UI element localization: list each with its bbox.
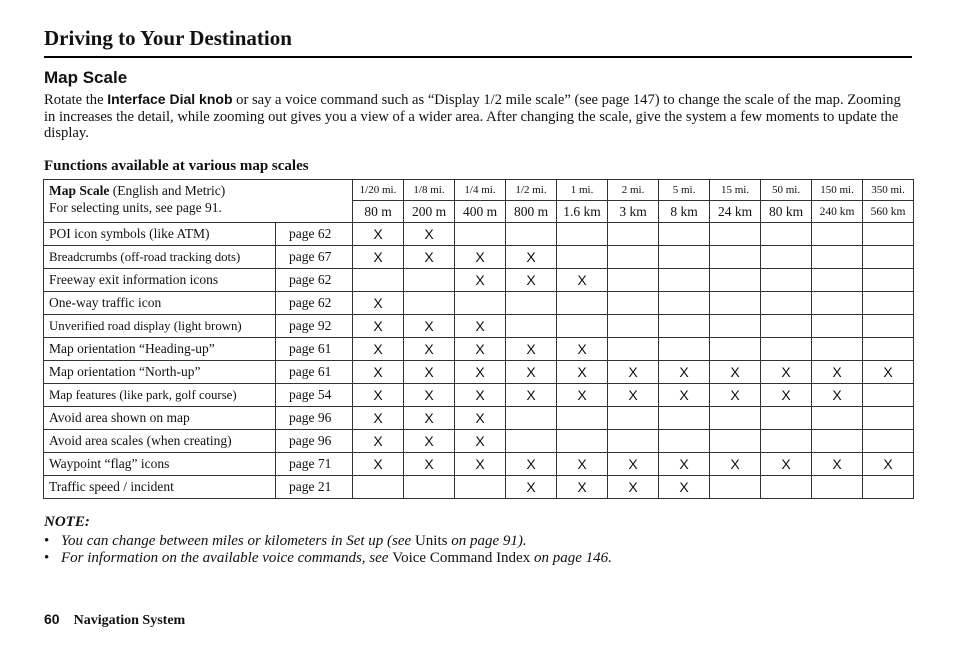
note-item (44, 533, 612, 550)
intro-paragraph (44, 91, 914, 142)
table-row (44, 315, 914, 338)
availability-mark-cell: X (404, 430, 455, 453)
page-reference-cell: page 71 (276, 453, 353, 476)
availability-mark-cell (659, 338, 710, 361)
availability-mark-cell (506, 407, 557, 430)
table-row (44, 361, 914, 384)
availability-mark-cell (608, 430, 659, 453)
table-row (44, 430, 914, 453)
availability-mark-cell: X (353, 407, 404, 430)
availability-mark-cell (608, 246, 659, 269)
availability-mark-cell (710, 430, 761, 453)
availability-mark-cell (659, 246, 710, 269)
availability-mark-cell: X (506, 384, 557, 407)
availability-mark-cell: X (557, 476, 608, 499)
page-reference-cell: page 96 (276, 430, 353, 453)
availability-mark-cell (659, 292, 710, 315)
availability-mark-cell (863, 269, 914, 292)
page-reference-cell: page 61 (276, 361, 353, 384)
availability-mark-cell: X (353, 453, 404, 476)
availability-mark-cell: X (353, 223, 404, 246)
note-list (44, 533, 612, 567)
scale-miles-cell: 1/2 mi. (506, 180, 557, 201)
availability-mark-cell: X (659, 453, 710, 476)
availability-mark-cell (659, 223, 710, 246)
availability-mark-cell: X (863, 361, 914, 384)
scale-km-cell: 24 km (710, 201, 761, 223)
availability-mark-cell: X (608, 384, 659, 407)
scale-miles-cell: 15 mi. (710, 180, 761, 201)
page-footer (44, 611, 185, 629)
availability-mark-cell (761, 430, 812, 453)
table-row (44, 223, 914, 246)
feature-name-cell: Map orientation “North-up” (44, 361, 276, 384)
bullet: • (44, 550, 50, 566)
scale-miles-cell: 1/4 mi. (455, 180, 506, 201)
availability-mark-cell: X (608, 453, 659, 476)
availability-mark-cell (353, 476, 404, 499)
feature-rows (44, 223, 914, 499)
feature-name-cell: Map orientation “Heading-up” (44, 338, 276, 361)
availability-mark-cell: X (404, 223, 455, 246)
availability-mark-cell: X (557, 338, 608, 361)
availability-mark-cell (353, 269, 404, 292)
scale-miles-cell: 50 mi. (761, 180, 812, 201)
table-row (44, 453, 914, 476)
availability-mark-cell: X (608, 361, 659, 384)
scale-miles-cell: 2 mi. (608, 180, 659, 201)
table-row (44, 292, 914, 315)
availability-mark-cell: X (404, 453, 455, 476)
table-row (44, 384, 914, 407)
note-text: You can change between miles or kilometers in Set up (see (61, 533, 415, 549)
map-scale-header-bold: Map Scale (49, 183, 110, 198)
bullet: • (44, 533, 50, 549)
availability-mark-cell (557, 292, 608, 315)
table-row (44, 407, 914, 430)
page-reference-cell: page 62 (276, 292, 353, 315)
note-text: For information on the available voice commands, see (61, 550, 393, 566)
availability-mark-cell (659, 315, 710, 338)
availability-mark-cell (404, 269, 455, 292)
availability-mark-cell: X (659, 384, 710, 407)
scale-miles-cell: 1 mi. (557, 180, 608, 201)
availability-mark-cell: X (404, 338, 455, 361)
availability-mark-cell: X (404, 384, 455, 407)
scale-km-cell: 80 km (761, 201, 812, 223)
availability-mark-cell: X (710, 453, 761, 476)
availability-mark-cell: X (455, 269, 506, 292)
availability-mark-cell (710, 292, 761, 315)
availability-mark-cell (710, 246, 761, 269)
scale-miles-cell: 1/8 mi. (404, 180, 455, 201)
note-text: on page 91). (447, 533, 527, 549)
availability-mark-cell: X (455, 430, 506, 453)
availability-mark-cell (761, 407, 812, 430)
availability-mark-cell (608, 338, 659, 361)
feature-name-cell: Map features (like park, golf course) (44, 384, 276, 407)
availability-mark-cell (404, 476, 455, 499)
availability-mark-cell (812, 223, 863, 246)
availability-mark-cell: X (353, 292, 404, 315)
page-reference-cell: page 54 (276, 384, 353, 407)
availability-mark-cell (455, 223, 506, 246)
intro-text-before: Rotate the (44, 92, 108, 108)
title-rule (44, 56, 912, 58)
availability-mark-cell: X (455, 315, 506, 338)
note-item (44, 550, 612, 567)
map-scale-header-note: For selecting units, see page 91. (49, 200, 222, 215)
availability-mark-cell (608, 292, 659, 315)
map-scale-header-cell (44, 180, 353, 223)
availability-mark-cell: X (557, 384, 608, 407)
page-reference-cell: page 61 (276, 338, 353, 361)
scale-miles-cell: 1/20 mi. (353, 180, 404, 201)
availability-mark-cell: X (455, 361, 506, 384)
availability-mark-cell (761, 223, 812, 246)
availability-mark-cell: X (812, 361, 863, 384)
availability-mark-cell: X (710, 384, 761, 407)
availability-mark-cell (506, 430, 557, 453)
availability-mark-cell (761, 476, 812, 499)
availability-mark-cell (608, 223, 659, 246)
availability-mark-cell (761, 269, 812, 292)
footer-label: Navigation System (73, 613, 186, 628)
availability-mark-cell: X (404, 361, 455, 384)
availability-mark-cell: X (761, 453, 812, 476)
availability-mark-cell (506, 315, 557, 338)
availability-mark-cell: X (659, 476, 710, 499)
scale-km-cell: 200 m (404, 201, 455, 223)
scale-miles-cell: 150 mi. (812, 180, 863, 201)
availability-mark-cell: X (557, 361, 608, 384)
feature-name-cell: One-way traffic icon (44, 292, 276, 315)
availability-mark-cell: X (353, 430, 404, 453)
availability-mark-cell (812, 430, 863, 453)
availability-mark-cell (659, 269, 710, 292)
table-row (44, 246, 914, 269)
availability-mark-cell: X (506, 269, 557, 292)
note-label: NOTE: (44, 514, 90, 530)
table-row (44, 476, 914, 499)
availability-mark-cell (812, 292, 863, 315)
feature-name-cell: Waypoint “flag” icons (44, 453, 276, 476)
availability-mark-cell (863, 407, 914, 430)
availability-mark-cell: X (455, 338, 506, 361)
note-reference: Units (414, 533, 448, 549)
scale-km-cell: 1.6 km (557, 201, 608, 223)
availability-mark-cell (812, 269, 863, 292)
availability-mark-cell (557, 315, 608, 338)
availability-mark-cell (455, 476, 506, 499)
availability-mark-cell: X (812, 384, 863, 407)
scale-km-cell: 800 m (506, 201, 557, 223)
availability-mark-cell (557, 246, 608, 269)
availability-mark-cell (863, 338, 914, 361)
availability-mark-cell (455, 292, 506, 315)
availability-mark-cell (710, 223, 761, 246)
availability-mark-cell (506, 223, 557, 246)
availability-mark-cell (761, 338, 812, 361)
availability-mark-cell (863, 476, 914, 499)
availability-mark-cell: X (659, 361, 710, 384)
availability-mark-cell (812, 246, 863, 269)
table-header-row-miles (44, 180, 914, 201)
scale-km-cell: 560 km (863, 201, 914, 223)
availability-mark-cell (863, 430, 914, 453)
availability-mark-cell (710, 338, 761, 361)
availability-mark-cell: X (557, 269, 608, 292)
availability-mark-cell (557, 223, 608, 246)
feature-name-cell: Freeway exit information icons (44, 269, 276, 292)
availability-mark-cell (608, 315, 659, 338)
availability-mark-cell: X (404, 315, 455, 338)
map-scale-table (43, 179, 914, 499)
availability-mark-cell (863, 292, 914, 315)
availability-mark-cell: X (506, 361, 557, 384)
scale-km-cell: 400 m (455, 201, 506, 223)
feature-name-cell: Breadcrumbs (off-road tracking dots) (44, 246, 276, 269)
availability-mark-cell (710, 407, 761, 430)
availability-mark-cell: X (455, 407, 506, 430)
availability-mark-cell (761, 292, 812, 315)
table-row (44, 338, 914, 361)
feature-name-cell: Traffic speed / incident (44, 476, 276, 499)
availability-mark-cell: X (812, 453, 863, 476)
availability-mark-cell (761, 246, 812, 269)
availability-mark-cell (710, 269, 761, 292)
feature-name-cell: Avoid area shown on map (44, 407, 276, 430)
availability-mark-cell: X (761, 384, 812, 407)
availability-mark-cell (710, 476, 761, 499)
feature-name-cell: POI icon symbols (like ATM) (44, 223, 276, 246)
availability-mark-cell: X (353, 338, 404, 361)
availability-mark-cell (608, 269, 659, 292)
availability-mark-cell (863, 246, 914, 269)
scale-km-cell: 3 km (608, 201, 659, 223)
availability-mark-cell: X (608, 476, 659, 499)
map-scale-header-rest: (English and Metric) (109, 183, 226, 198)
availability-mark-cell (812, 407, 863, 430)
availability-mark-cell: X (404, 407, 455, 430)
page-reference-cell: page 21 (276, 476, 353, 499)
scale-miles-cell: 5 mi. (659, 180, 710, 201)
availability-mark-cell (557, 407, 608, 430)
scale-km-cell: 80 m (353, 201, 404, 223)
note-reference: Voice Command Index (392, 550, 531, 566)
availability-mark-cell: X (455, 246, 506, 269)
availability-mark-cell: X (353, 361, 404, 384)
availability-mark-cell: X (353, 246, 404, 269)
page-reference-cell: page 92 (276, 315, 353, 338)
availability-mark-cell (761, 315, 812, 338)
availability-mark-cell: X (353, 315, 404, 338)
availability-mark-cell: X (557, 453, 608, 476)
availability-mark-cell (557, 430, 608, 453)
scale-km-cell: 8 km (659, 201, 710, 223)
availability-mark-cell (659, 407, 710, 430)
availability-mark-cell: X (506, 453, 557, 476)
availability-mark-cell: X (863, 453, 914, 476)
interface-dial-knob-label: Interface Dial knob (107, 91, 233, 107)
availability-mark-cell: X (710, 361, 761, 384)
scale-miles-cell: 350 mi. (863, 180, 914, 201)
availability-mark-cell: X (404, 246, 455, 269)
table-row (44, 269, 914, 292)
page-reference-cell: page 67 (276, 246, 353, 269)
table-heading: Functions available at various map scales (44, 158, 309, 174)
page-title: Driving to Your Destination (44, 26, 292, 50)
availability-mark-cell: X (353, 384, 404, 407)
availability-mark-cell: X (506, 338, 557, 361)
availability-mark-cell (608, 407, 659, 430)
availability-mark-cell (812, 315, 863, 338)
availability-mark-cell: X (761, 361, 812, 384)
availability-mark-cell (863, 315, 914, 338)
intro-text-after: or say a voice command such as “Display 1/2 mile scale” (see page 147) to change the scale of the map. Zooming in increases the detail, while zooming out gives you a view of a wider area. After changing the scale, give the system a few moments to update the display. (44, 92, 901, 141)
availability-mark-cell (659, 430, 710, 453)
feature-name-cell: Avoid area scales (when creating) (44, 430, 276, 453)
availability-mark-cell: X (506, 476, 557, 499)
page-reference-cell: page 62 (276, 223, 353, 246)
availability-mark-cell (506, 292, 557, 315)
availability-mark-cell (404, 292, 455, 315)
availability-mark-cell (710, 315, 761, 338)
availability-mark-cell (863, 223, 914, 246)
availability-mark-cell: X (506, 246, 557, 269)
availability-mark-cell (812, 338, 863, 361)
availability-mark-cell: X (455, 384, 506, 407)
page-number: 60 (44, 611, 60, 627)
availability-mark-cell (812, 476, 863, 499)
availability-mark-cell (863, 384, 914, 407)
page-reference-cell: page 62 (276, 269, 353, 292)
note-text: on page 146. (530, 550, 612, 566)
section-heading: Map Scale (44, 68, 128, 87)
page-reference-cell: page 96 (276, 407, 353, 430)
feature-name-cell: Unverified road display (light brown) (44, 315, 276, 338)
scale-km-cell: 240 km (812, 201, 863, 223)
availability-mark-cell: X (455, 453, 506, 476)
